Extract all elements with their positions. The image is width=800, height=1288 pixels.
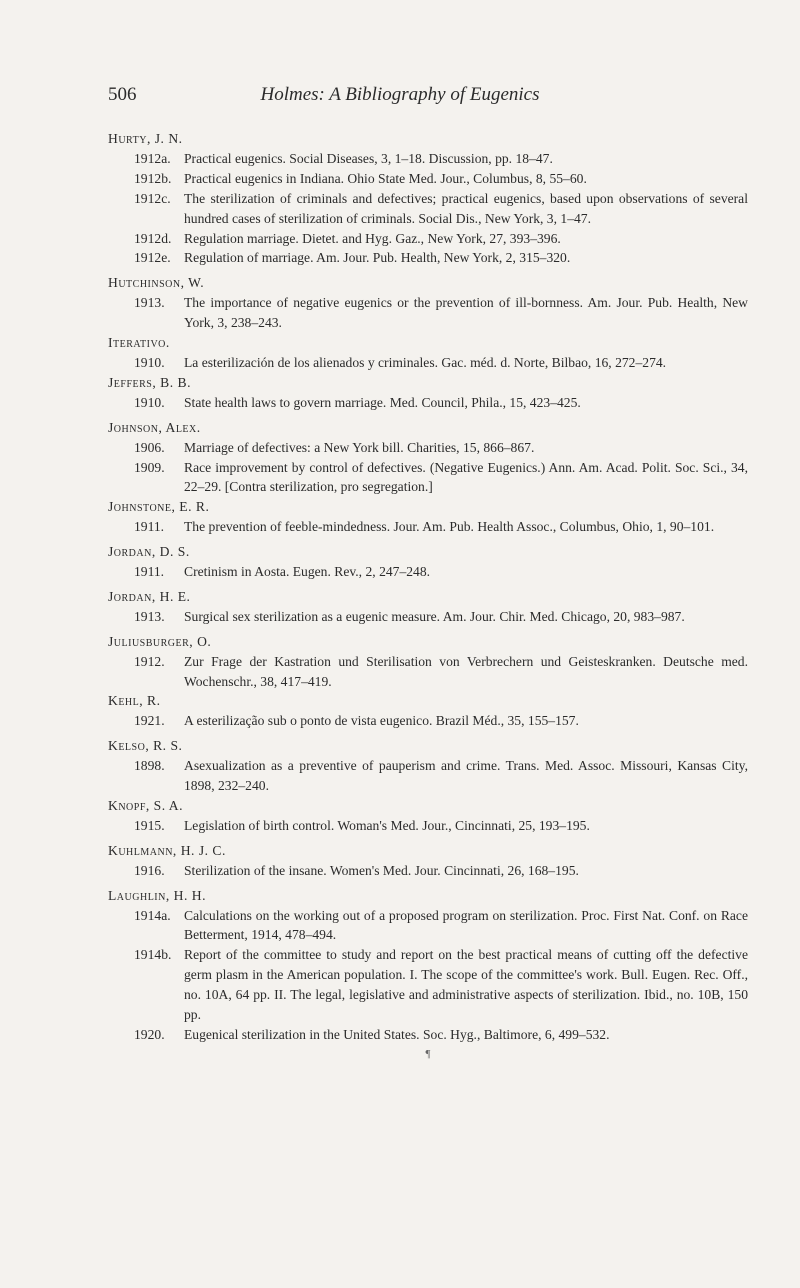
entry-citation: The importance of negative eugenics or the prevention of ill-bornness. Am. Jour. Pub. Health, New York, 3, 238–243. — [184, 295, 748, 331]
bibliography-entry — [134, 1025, 748, 1045]
entry-year: 1911. — [134, 564, 165, 580]
author-heading: Johnson, Alex. — [108, 419, 201, 435]
bibliography-entry — [134, 945, 748, 1025]
entry-year: 1912a. — [134, 150, 171, 166]
author-heading: Knopf, S. A. — [108, 798, 184, 813]
bibliography-entry — [134, 711, 748, 731]
author-heading: Jordan, H. E. — [108, 588, 191, 604]
author-heading: Kelso, R. S. — [108, 738, 183, 754]
entry-citation: Eugenical sterilization in the United States. Soc. Hyg., Baltimore, 6, 499–532. — [184, 1026, 610, 1042]
bibliography-entry — [134, 607, 748, 627]
entry-citation: Regulation marriage. Dietet. and Hyg. Gaz., New York, 27, 393–396. — [184, 230, 561, 246]
entry-citation: Calculations on the working out of a proposed program on sterilization. Proc. First Nat. Conf. on Race Betterment, 1914, 478–494. — [184, 907, 748, 943]
bibliography-entry — [134, 229, 748, 249]
footnote-mark: ¶ — [425, 1047, 431, 1060]
entry-year: 1911. — [134, 519, 165, 535]
bibliography-entry — [134, 248, 748, 268]
author-heading: Kuhlmann, H. J. C. — [108, 842, 226, 858]
entry-citation: Race improvement by control of defectives. (Negative Eugenics.) Ann. Am. Acad. Polit. Soc. Sci., 34, 22–29. [Contra sterilization, pro segregation.] — [184, 459, 748, 495]
author-heading: Iterativo. — [108, 335, 170, 351]
entry-year: 1913. — [134, 608, 165, 624]
entry-year: 1916. — [134, 862, 165, 878]
author-heading: Hurty, J. N. — [108, 131, 183, 146]
entry-citation: Regulation of marriage. Am. Jour. Pub. Health, New York, 2, 315–320. — [184, 250, 571, 266]
entry-year: 1912. — [134, 653, 165, 669]
entry-year: 1906. — [134, 439, 165, 455]
bibliography-entry — [134, 393, 748, 413]
author-heading: Johnstone, E. R. — [108, 499, 210, 515]
entry-year: 1912d. — [134, 230, 172, 246]
bibliography-entry — [134, 458, 748, 498]
author-heading: Kehl, R. — [108, 693, 161, 709]
entry-citation: The sterilization of criminals and defectives; practical eugenics, based upon observations of several hundred cases of sterilization of criminals. Social Dis., New York, 3, 1–47. — [184, 190, 748, 226]
bibliography-list — [108, 129, 748, 1065]
entry-citation: Zur Frage der Kastration und Sterilisation von Verbrechern und Geisteskranken. Deutsche med. Wochenschr., 38, 417–419. — [184, 653, 748, 689]
entry-citation: Marriage of defectives: a New York bill. Charities, 15, 866–867. — [184, 439, 535, 455]
entry-year: 1920. — [134, 1026, 165, 1042]
bibliography-entry — [134, 906, 748, 946]
entry-year: 1914a. — [134, 907, 171, 923]
entry-year: 1912b. — [134, 170, 172, 186]
entry-year: 1921. — [134, 713, 165, 729]
entry-citation: A esterilização sub o ponto de vista eugenico. Brazil Méd., 35, 155–157. — [184, 713, 579, 729]
entry-year: 1910. — [134, 394, 165, 410]
author-heading: Hutchinson, W. — [108, 275, 205, 291]
entry-year: 1912e. — [134, 250, 171, 266]
entry-citation: Report of the committee to study and report on the best practical means of cutting off the defective germ plasm in the American population. I. The scope of the committee's work. Bull. Eugen. Rec. Off., no. 10A, 64 pp. II. The legal, legislative and administrative aspects of sterilization. Ibid., no. 10B, 150 pp. — [184, 947, 748, 1023]
bibliography-entry — [134, 189, 748, 229]
entry-year: 1914b. — [134, 947, 172, 963]
bibliography-entry — [134, 756, 748, 796]
entry-year: 1910. — [134, 354, 165, 370]
entry-citation: La esterilización de los alienados y criminales. Gac. méd. d. Norte, Bilbao, 16, 272–274. — [184, 354, 667, 370]
entry-year: 1913. — [134, 295, 165, 311]
entry-citation: Asexualization as a preventive of pauperism and crime. Trans. Med. Assoc. Missouri, Kansas City, 1898, 232–240. — [184, 758, 748, 794]
bibliography-entry — [134, 293, 748, 333]
entry-citation: Cretinism in Aosta. Eugen. Rev., 2, 247–248. — [184, 564, 431, 580]
bibliography-entry — [134, 353, 748, 373]
entry-citation: Sterilization of the insane. Women's Med. Jour. Cincinnati, 26, 168–195. — [184, 862, 579, 878]
author-heading: Jordan, D. S. — [108, 544, 190, 560]
entry-year: 1912c. — [134, 190, 171, 206]
author-heading: Laughlin, H. H. — [108, 887, 206, 903]
entry-citation: State health laws to govern marriage. Med. Council, Phila., 15, 423–425. — [184, 394, 581, 410]
bibliography-entry — [134, 861, 748, 881]
author-heading: Jeffers, B. B. — [108, 374, 191, 390]
bibliography-entry — [134, 517, 748, 537]
running-title: Holmes: A Bibliography of Eugenics — [260, 84, 540, 105]
bibliography-entry — [134, 149, 748, 169]
page-number: 506 — [108, 84, 137, 105]
bibliography-entry — [134, 816, 748, 836]
bibliography-entry — [134, 438, 748, 458]
entry-citation: Surgical sex sterilization as a eugenic measure. Am. Jour. Chir. Med. Chicago, 20, 983–987. — [184, 608, 685, 624]
bibliography-entry — [134, 169, 748, 189]
entry-citation: The prevention of feeble-mindedness. Jour. Am. Pub. Health Assoc., Columbus, Ohio, 1, 90–101. — [184, 519, 715, 535]
entry-year: 1915. — [134, 817, 165, 833]
entry-citation: Practical eugenics in Indiana. Ohio State Med. Jour., Columbus, 8, 55–60. — [184, 170, 587, 186]
page-header — [108, 84, 692, 112]
bibliography-entry — [134, 562, 748, 582]
author-heading: Juliusburger, O. — [108, 633, 212, 649]
entry-year: 1909. — [134, 459, 165, 475]
entry-citation: Legislation of birth control. Woman's Med. Jour., Cincinnati, 25, 193–195. — [184, 817, 590, 833]
entry-year: 1898. — [134, 758, 165, 774]
bibliography-entry — [134, 652, 748, 692]
entry-citation: Practical eugenics. Social Diseases, 3, 1–18. Discussion, pp. 18–47. — [184, 150, 553, 166]
